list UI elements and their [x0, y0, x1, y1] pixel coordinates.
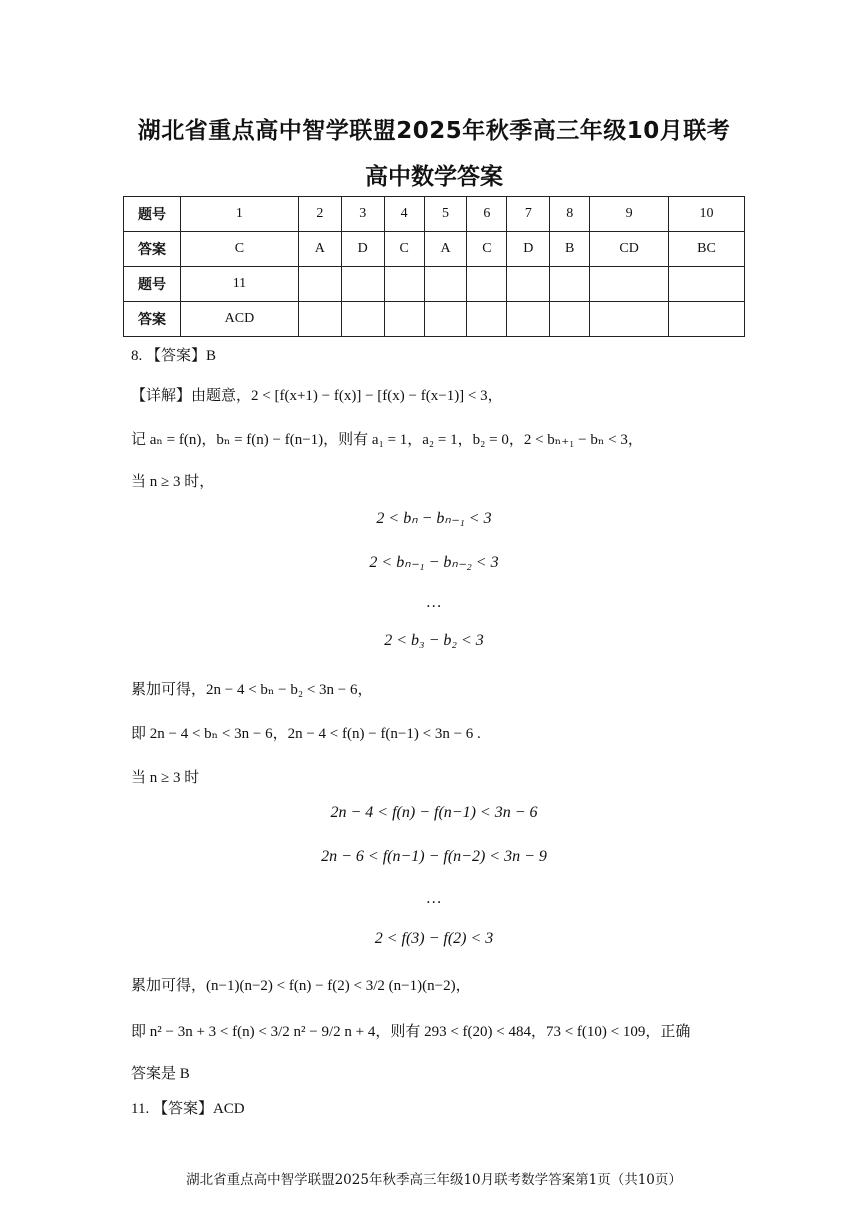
table-cell: 9 — [590, 197, 669, 232]
table-cell — [384, 302, 424, 337]
document-title: 湖北省重点高中智学联盟2025年秋季高三年级10月联考 — [137, 118, 731, 144]
q8-detail-line: 【详解】由题意，2 < [f(x+1) − f(x)] − [f(x) − f(x−1)] < 3， — [131, 388, 503, 404]
table-cell — [590, 267, 669, 302]
equation-line: 2 < f(3) − f(2) < 3 — [374, 930, 494, 947]
equation-line: 2n − 6 < f(n−1) − f(n−2) < 3n − 9 — [321, 848, 547, 865]
table-cell: C — [181, 232, 299, 267]
table-cell: CD — [590, 232, 669, 267]
table-cell: B — [550, 232, 590, 267]
table-cell: BC — [669, 232, 745, 267]
table-cell — [467, 267, 507, 302]
conclusion-line: 答案是 B — [131, 1066, 190, 1082]
table-cell: 答案 — [124, 232, 181, 267]
table-cell — [298, 302, 341, 337]
page-footer: 湖北省重点高中智学联盟2025年秋季高三年级10月联考数学答案第1页（共10页） — [186, 1172, 682, 1188]
table-cell — [550, 267, 590, 302]
summation-line: 即 n² − 3n + 3 < f(n) < 3/2 n² − 9/2 n + 4，则有 293 < f(20) < 484，73 < f(10) < 109，正确 — [131, 1024, 691, 1040]
table-cell: 10 — [669, 197, 745, 232]
table-cell — [669, 267, 745, 302]
table-cell — [341, 302, 384, 337]
table-cell: 7 — [507, 197, 550, 232]
table-cell — [424, 302, 467, 337]
equation-line: 2 < bₙ₋₁ − bₙ₋₂ < 3 — [369, 554, 499, 571]
table-cell: D — [507, 232, 550, 267]
ellipsis-line: … — [426, 594, 442, 611]
q8-condition-line: 当 n ≥ 3 时， — [131, 474, 215, 490]
document-subtitle: 高中数学答案 — [365, 164, 503, 190]
answer-table — [123, 196, 745, 337]
table-cell: 5 — [424, 197, 467, 232]
table-cell — [298, 267, 341, 302]
table-cell: C — [384, 232, 424, 267]
q8-definition-line: 记 aₙ = f(n)，bₙ = f(n) − f(n−1)，则有 a₁ = 1，a₂ = 1，b₂ = 0，2 < bₙ₊₁ − bₙ < 3， — [131, 432, 643, 448]
table-cell — [341, 267, 384, 302]
summation-line: 即 2n − 4 < bₙ < 3n − 6，2n − 4 < f(n) − f(n−1) < 3n − 6 . — [131, 726, 481, 742]
table-cell — [590, 302, 669, 337]
table-cell: 6 — [467, 197, 507, 232]
q8-condition-line: 当 n ≥ 3 时 — [131, 770, 200, 786]
table-cell — [467, 302, 507, 337]
table-cell: 3 — [341, 197, 384, 232]
table-cell: 1 — [181, 197, 299, 232]
q8-answer-heading: 8. 【答案】B — [131, 348, 217, 364]
table-cell: 题号 — [124, 197, 181, 232]
table-cell: ACD — [181, 302, 299, 337]
table-cell — [424, 267, 467, 302]
table-row — [124, 197, 745, 232]
table-cell: 11 — [181, 267, 299, 302]
summation-line: 累加可得，(n−1)(n−2) < f(n) − f(2) < 3/2 (n−1)(n−2)， — [131, 978, 471, 994]
table-cell — [507, 302, 550, 337]
table-cell — [384, 267, 424, 302]
equation-line: 2 < bₙ − bₙ₋₁ < 3 — [376, 510, 492, 527]
table-cell: D — [341, 232, 384, 267]
equation-line: 2n − 4 < f(n) − f(n−1) < 3n − 6 — [330, 804, 538, 821]
q11-answer-heading: 11. 【答案】ACD — [131, 1101, 245, 1117]
table-cell — [669, 302, 745, 337]
table-cell: 答案 — [124, 302, 181, 337]
table-cell — [550, 302, 590, 337]
table-cell: 8 — [550, 197, 590, 232]
summation-line: 累加可得，2n − 4 < bₙ − b₂ < 3n − 6， — [131, 682, 373, 698]
table-cell: C — [467, 232, 507, 267]
table-cell: A — [424, 232, 467, 267]
equation-line: 2 < b₃ − b₂ < 3 — [384, 632, 484, 649]
table-row — [124, 232, 745, 267]
ellipsis-line: … — [426, 890, 442, 907]
table-cell: 4 — [384, 197, 424, 232]
table-cell: 2 — [298, 197, 341, 232]
table-row — [124, 267, 745, 302]
table-cell: 题号 — [124, 267, 181, 302]
table-row — [124, 302, 745, 337]
table-cell: A — [298, 232, 341, 267]
table-cell — [507, 267, 550, 302]
